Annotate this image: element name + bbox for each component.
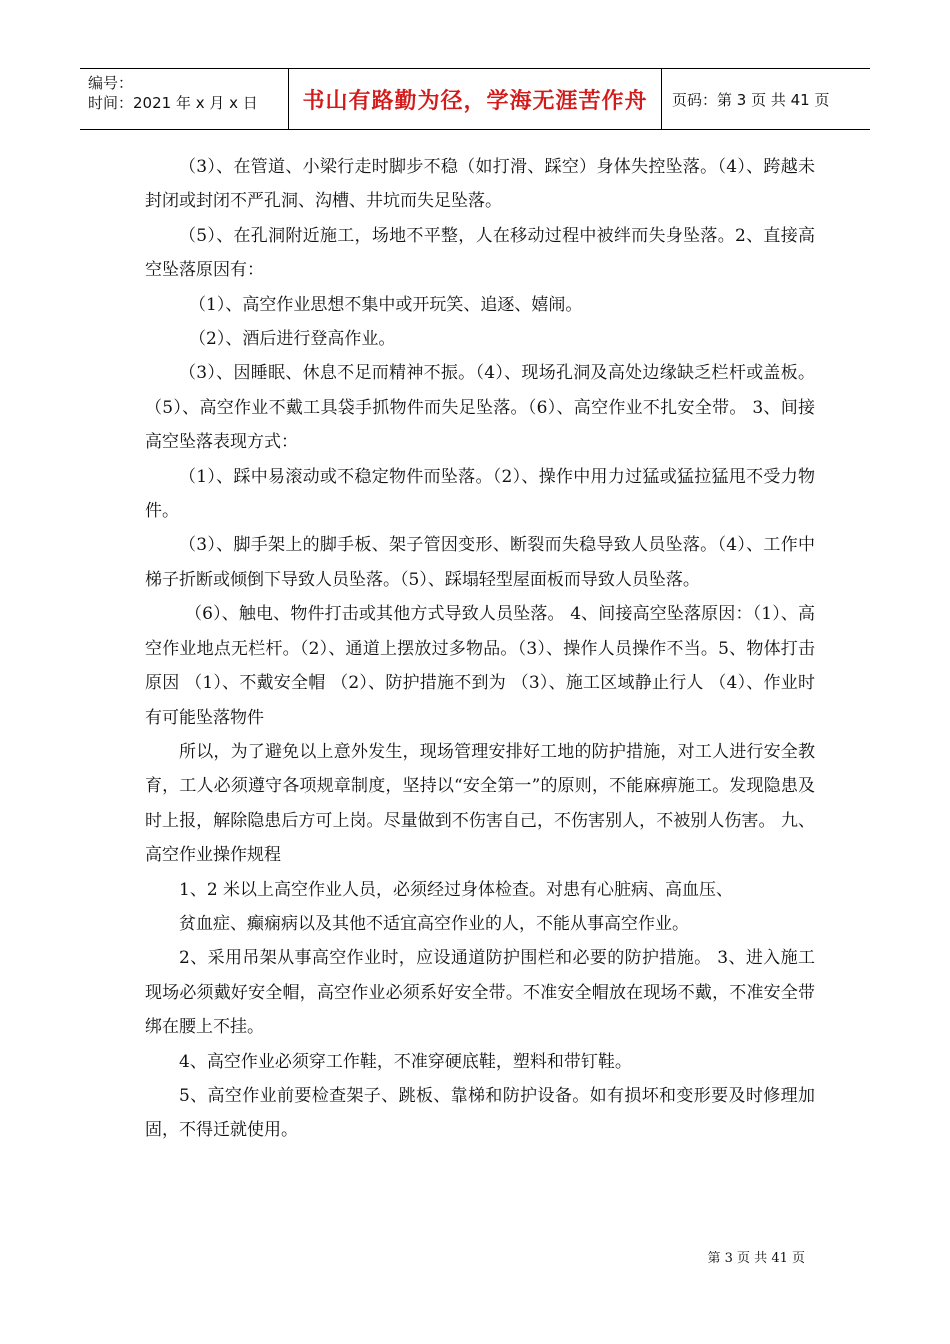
body-paragraph: （3）、在管道、小梁行走时脚步不稳（如打滑、踩空）身体失控坠落。（4）、跨越未封闭或封闭不严孔洞、沟槽、井坑而失足坠落。 <box>145 157 815 212</box>
page-footer: 第 3 页 共 41 页 <box>707 1251 805 1266</box>
header-motto: 书山有路勤为径，学海无涯苦作舟 <box>289 69 662 129</box>
body-paragraph: （1）、高空作业思想不集中或开玩笑、追逐、嬉闹。 <box>189 294 583 315</box>
header-page-info: 页码：第 3 页 共 41 页 <box>672 90 830 109</box>
body-paragraph: （5）、在孔洞附近施工，场地不平整，人在移动过程中被绊而失身坠落。2、直接高空坠落原因有： <box>145 225 815 281</box>
body-paragraph: （6）、触电、物件打击或其他方式导致人员坠落。 4、间接高空坠落原因：（1）、高空作业地点无栏杆。（2）、通道上摆放过多物品。（3）、操作人员操作不当。5、物体打击原因 （1）、不戴安全帽 （2）、防护措施不到为 （3）、施工区域静止行人 （4）、作业时有可能坠落物件 <box>145 604 815 728</box>
body-paragraph: （1）、踩中易滚动或不稳定物件而坠落。（2）、操作中用力过猛或猛拉猛甩不受力物件。 <box>145 466 815 522</box>
document-date: 时间：2021 年 x 月 x 日 <box>88 94 258 112</box>
body-paragraph: 1、2 米以上高空作业人员，必须经过身体检查。对患有心脏病、高血压、 <box>179 879 734 900</box>
body-paragraph: 贫血症、癫痫病以及其他不适宜高空作业的人，不能从事高空作业。 <box>179 913 689 934</box>
header-info-cell <box>80 69 289 129</box>
document-body <box>145 150 815 1148</box>
body-paragraph: （3）、脚手架上的脚手板、架子管因变形、断裂而失稳导致人员坠落。（4）、工作中梯子折断或倾倒下导致人员坠落。（5）、踩塌轻型屋面板而导致人员坠落。 <box>145 535 815 590</box>
body-paragraph: （2）、酒后进行登高作业。 <box>189 329 396 350</box>
body-paragraph: 4、高空作业必须穿工作鞋，不准穿硬底鞋，塑料和带钉鞋。 <box>179 1051 632 1072</box>
page-header <box>80 68 870 130</box>
body-paragraph: 5、高空作业前要检查架子、跳板、靠梯和防护设备。如有损坏和变形要及时修理加固，不得迁就使用。 <box>145 1085 815 1141</box>
body-paragraph: （3）、因睡眠、休息不足而精神不振。（4）、现场孔洞及高处边缘缺乏栏杆或盖板。（5）、高空作业不戴工具袋手抓物件而失足坠落。（6）、高空作业不扎安全带。 3、间接高空坠落表现方式： <box>145 363 815 453</box>
body-paragraph: 所以，为了避免以上意外发生，现场管理安排好工地的防护措施，对工人进行安全教育，工人必须遵守各项规章制度，坚持以“安全第一”的原则，不能麻痹施工。发现隐患及时上报，解除隐患后方可上岗。尽量做到不伤害自己，不伤害别人，不被别人伤害。 九、高空作业操作规程 <box>145 741 815 866</box>
body-paragraph: 2、采用吊架从事高空作业时，应设通道防护围栏和必要的防护措施。 3、进入施工现场必须戴好安全帽，高空作业必须系好安全带。不准安全帽放在现场不戴，不准安全带绑在腰上不挂。 <box>145 948 815 1038</box>
document-number-label: 编号： <box>88 74 134 92</box>
